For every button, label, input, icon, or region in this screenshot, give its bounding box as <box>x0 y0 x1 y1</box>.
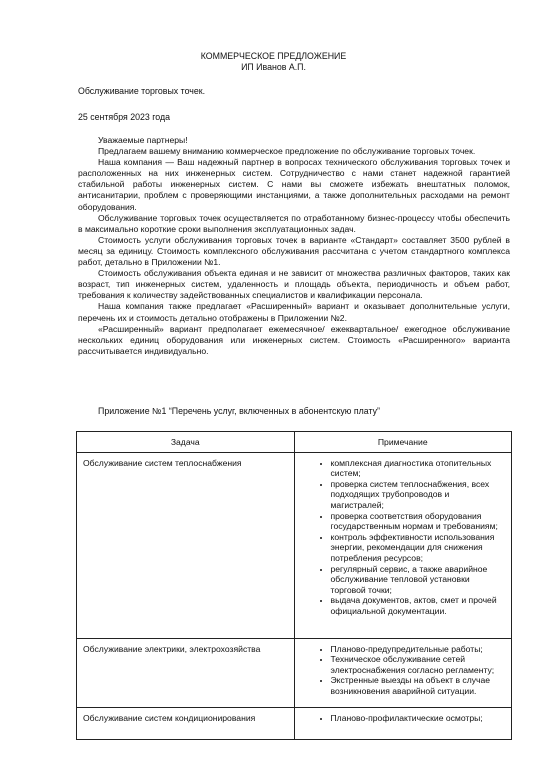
paragraph: Предлагаем вашему вниманию коммерческое предложение по обслуживание торговых точек. <box>98 146 476 157</box>
notes-list <box>301 713 506 724</box>
table-row <box>77 452 512 638</box>
services-table <box>76 431 512 740</box>
list-item: • выдача документов, актов, смет и прочей официальной документации. <box>331 595 506 616</box>
task-cell: Обслуживание электрики, электрохозяйства <box>77 638 295 707</box>
subject-line: Обслуживание торговых точек. <box>78 86 206 96</box>
notes-cell <box>294 452 512 638</box>
list-item: • Техническое обслуживание сетей электроснабжения согласно регламенту; <box>331 654 506 675</box>
document-title: КОММЕРЧЕСКОЕ ПРЕДЛОЖЕНИЕ <box>200 51 347 61</box>
paragraph: Наша компания также предлагает «Расширенный» вариант и оказывает дополнительные услуги, перечень их и стоимость детально отображены в Приложении №2. <box>78 301 510 323</box>
list-item: • Планово-профилактические осмотры; <box>331 713 506 724</box>
paragraph: Обслуживание торговых точек осуществляется по отработанному бизнес-процессу чтобы обеспечить в максимально короткие сроки выполнения эксплуатационных задач. <box>78 212 510 234</box>
list-item: • комплексная диагностика отопительных систем; <box>331 458 506 479</box>
table-header-row <box>77 432 512 453</box>
paragraph: Стоимость обслуживания объекта единая и не зависит от множества различных факторов, таких как возраст, тип инженерных систем, удаленность и площадь объекта, периодичность и объем работ, требования к количеству задействованных специалистов и квалификации персонала. <box>78 268 510 301</box>
column-header-task: Задача <box>77 432 295 453</box>
paragraph: Стоимость услуги обслуживания торговых точек в варианте «Стандарт» составляет 3500 рублей в месяц за единицу. Стоимость комплексного обслуживания рассчитана с учетом стандартного комплекса работ, детально в Приложении №1. <box>78 234 510 268</box>
letter-body <box>78 135 510 357</box>
table-row <box>77 638 512 707</box>
notes-cell <box>294 638 512 707</box>
list-item: • проверка систем теплоснабжения, всех подходящих трубопроводов и магистралей; <box>331 479 506 511</box>
column-header-notes: Примечание <box>294 432 512 453</box>
list-item: • Планово-предупредительные работы; <box>331 644 506 655</box>
date-line: 25 сентября 2023 года <box>78 112 170 122</box>
issuer-name: ИП Иванов А.П. <box>241 62 306 72</box>
appendix-title: Приложение №1 “Перечень услуг, включенных в абонентскую плату” <box>98 406 380 416</box>
list-item: • контроль эффективности использования энергии, рекомендации для снижения потребления ресурсов; <box>331 532 506 564</box>
task-cell: Обслуживание систем теплоснабжения <box>77 452 295 638</box>
list-item: • регулярный сервис, а также аварийное обслуживание тепловой установки торговой точки; <box>331 564 506 596</box>
task-cell: Обслуживание систем кондиционирования <box>77 707 295 739</box>
list-item: • проверка соответствия оборудования государственным нормам и требованиям; <box>331 511 506 532</box>
paragraph: «Расширенный» вариант предполагает ежемесячное/ ежеквартальное/ ежегодное обслуживание нескольких единиц оборудования или инженерных систем. Стоимость «Расширенного» варианта рассчитывается индивидуально. <box>78 323 510 356</box>
table-row <box>77 707 512 739</box>
notes-list <box>301 644 506 697</box>
greeting: Уважаемые партнеры! <box>98 135 188 145</box>
list-item: • Экстренные выезды на объект в случае возникновения аварийной ситуации. <box>331 675 506 696</box>
paragraph: Наша компания — Ваш надежный партнер в вопросах технического обслуживания торговых точек и расположенных на них инженерных систем. Сотрудничество с нами станет надежной гарантией стабильной работы инженерных систем. С нами вы сможете избежать внештатных поломок, антисанитарии, проблем с проверяющими инстанциями, а также дополнительных расходами на ремонт оборудования. <box>78 157 510 212</box>
notes-list <box>301 458 506 617</box>
notes-cell <box>294 707 512 739</box>
